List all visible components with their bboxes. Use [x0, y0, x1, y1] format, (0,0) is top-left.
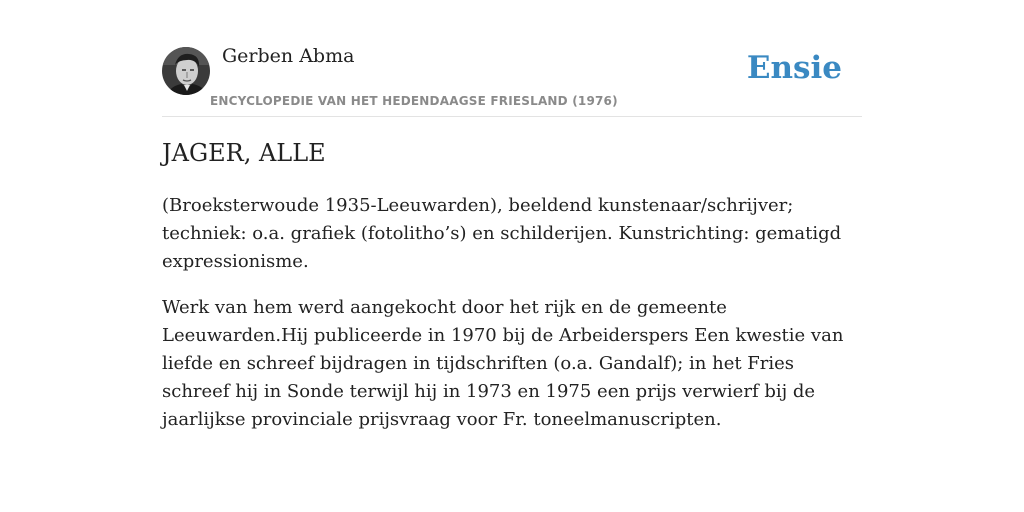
- entry-header: [162, 0, 862, 117]
- entry-card: [162, 0, 862, 512]
- author-name[interactable]: Gerben Abma: [222, 45, 355, 67]
- paragraph: (Broeksterwoude 1935-Leeuwarden), beeldend kunstenaar/schrijver; techniek: o.a. grafiek (fotolitho’s) en schilderijen. Kunstrichting: gematigd expressionisme.: [162, 195, 842, 272]
- entry-title: JAGER, ALLE: [162, 139, 326, 167]
- author-avatar[interactable]: [162, 47, 210, 95]
- paragraph: Werk van hem werd aangekocht door het rijk en de gemeente Leeuwarden.Hij publiceerde in 1970 bij de Arbeiderspers Een kwestie van liefde en schreef bijdragen in tijdschriften (o.a. Gandalf); in het Fries schreef hij in Sonde terwijl hij in 1973 en 1975 een prijs verwierf bij de jaarlijkse provinciale prijsvraag voor Fr. toneelmanuscripten.: [162, 297, 844, 430]
- source-label[interactable]: ENCYCLOPEDIE VAN HET HEDENDAAGSE FRIESLAND (1976): [210, 94, 618, 108]
- entry-body: [162, 192, 862, 452]
- portrait-icon: [162, 47, 210, 95]
- brand-logo[interactable]: Ensie: [746, 50, 842, 86]
